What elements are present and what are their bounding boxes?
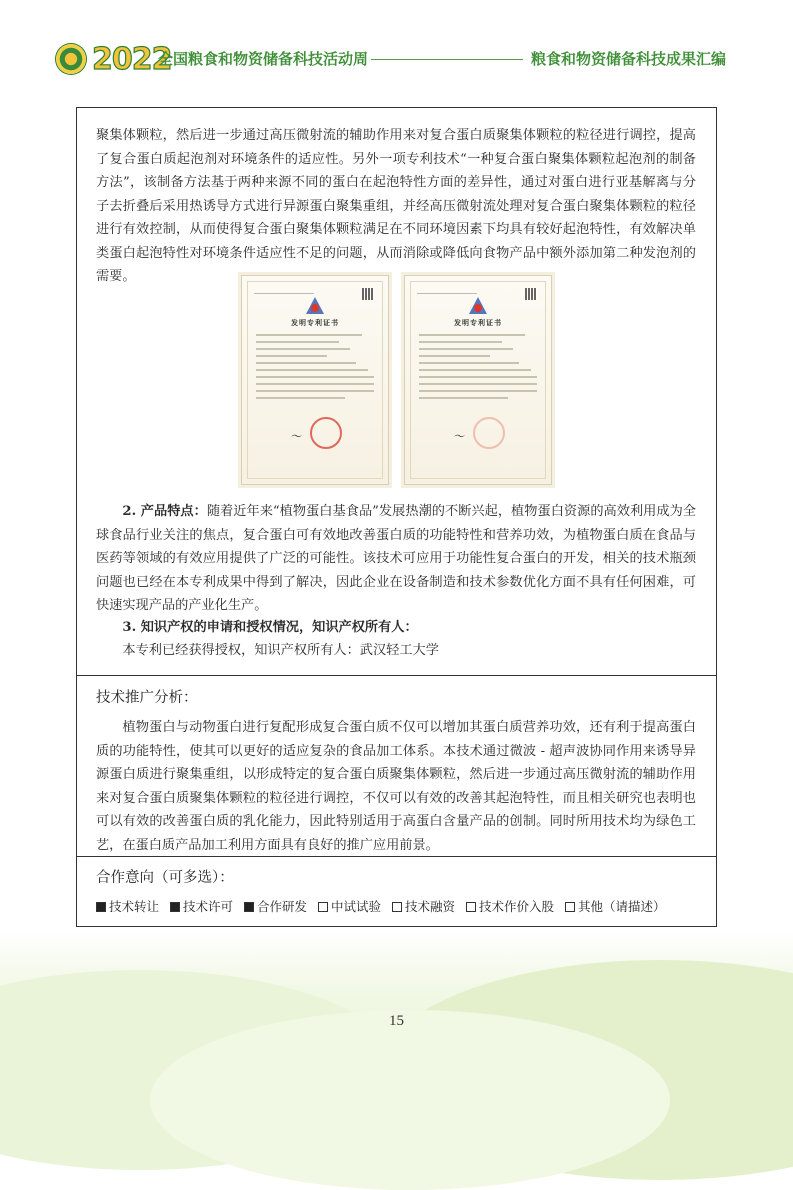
features-label: 2. 产品特点：	[122, 504, 207, 519]
header-event-title: 全国粮食和物资储备科技活动周	[158, 50, 369, 68]
header-divider	[371, 59, 523, 60]
patent-certificate-left	[241, 275, 389, 485]
header-book-title: 粮食和物资储备科技成果汇编	[531, 50, 727, 68]
signature-icon: 〜	[453, 430, 464, 443]
checkbox-checked[interactable]	[96, 902, 106, 912]
checkbox-unchecked[interactable]	[392, 902, 402, 912]
content-box	[76, 107, 717, 927]
cooperation-options	[96, 898, 666, 916]
certificate-text	[419, 334, 537, 404]
features-paragraph	[96, 500, 696, 618]
patent-certificate-right	[404, 275, 552, 485]
page-header	[0, 0, 793, 100]
footer-landscape	[0, 930, 793, 1077]
promotion-heading: 技术推广分析：	[96, 690, 198, 706]
official-seal-icon	[310, 417, 342, 449]
checkbox-checked[interactable]	[170, 902, 180, 912]
ip-heading: 3. 知识产权的申请和授权情况，知识产权所有人：	[122, 620, 418, 635]
official-seal-icon	[473, 417, 505, 449]
signature-icon: 〜	[290, 430, 301, 443]
patent-emblem-icon	[304, 296, 326, 316]
option-equity-investment[interactable]: 技术作价入股	[466, 899, 554, 914]
section-divider	[77, 856, 716, 857]
certificate-title: 发明专利证书	[454, 319, 502, 327]
certificate-text	[256, 334, 374, 404]
option-tech-license[interactable]: 技术许可	[170, 899, 233, 914]
event-logo-icon	[56, 44, 86, 74]
section-divider	[77, 675, 716, 676]
page-number: 15	[389, 1013, 404, 1029]
checkbox-unchecked[interactable]	[565, 902, 575, 912]
qr-code-icon	[525, 288, 537, 300]
option-tech-transfer[interactable]: 技术转让	[96, 899, 159, 914]
option-other[interactable]: 其他（请描述）	[565, 899, 666, 914]
patent-emblem-icon	[467, 296, 489, 316]
intro-paragraph: 聚集体颗粒，然后进一步通过高压微射流的辅助作用来对复合蛋白质聚集体颗粒的粒径进行调控，提高了复合蛋白质起泡剂对环境条件的适应性。另外一项专利技术“一种复合蛋白聚集体颗粒起泡剂的制备方法”，该制备方法基于两种来源不同的蛋白在起泡特性方面的差异性，通过对蛋白进行亚基解离与分子去折叠后采用热诱导方式进行异源蛋白聚集重组，并经高压微射流处理对复合蛋白聚集体颗粒的粒径进行有效控制，从而使得复合蛋白聚集体颗粒满足在不同环境因素下均具有较好起泡特性，有效解决单类蛋白起泡特性对环境条件适应性不足的问题，从而消除或降低向食物产品中额外添加第二种发泡剂的需要。	[96, 128, 696, 284]
header-year: 2022	[92, 42, 172, 77]
promotion-paragraph: 植物蛋白与动物蛋白进行复配形成复合蛋白质不仅可以增加其蛋白质营养功效，还有利于提高蛋白质的功能特性，使其可以更好的适应复杂的食品加工体系。本技术通过微波 - 超声波协同作用来诱导异源蛋白质进行聚集重组，以形成特定的复合蛋白质聚集体颗粒，然后进一步通过高压微射流的辅助作用来对复合蛋白质聚集体颗粒的粒径进行调控，不仅可以有效的改善其起泡特性，而且相关研究也表明也可以有效的改善蛋白质的乳化能力，因此特别适用于高蛋白含量产品的创制。同时所用技术均为绿色工艺，在蛋白质产品加工利用方面具有良好的推广应用前景。	[96, 720, 696, 853]
certificate-title: 发明专利证书	[291, 319, 339, 327]
checkbox-unchecked[interactable]	[318, 902, 328, 912]
features-text: 随着近年来“植物蛋白基食品”发展热潮的不断兴起，植物蛋白资源的高效利用成为全球食品行业关注的焦点，复合蛋白可有效地改善蛋白质的功能特性和营养功效，为植物蛋白质在食品与医药等领域的有效应用提供了广泛的可能性。该技术可应用于功能性复合蛋白的开发，相关的技术瓶颈问题也已经在本专利成果中得到了解决，因此企业在设备制造和技术参数优化方面不具有任何困难，可快速实现产品的产业化生产。	[96, 504, 697, 613]
checkbox-unchecked[interactable]	[466, 902, 476, 912]
option-pilot-test[interactable]: 中试试验	[318, 899, 381, 914]
option-tech-financing[interactable]: 技术融资	[392, 899, 455, 914]
checkbox-checked[interactable]	[244, 902, 254, 912]
ip-text: 本专利已经获得授权，知识产权所有人：武汉轻工大学	[122, 643, 439, 658]
qr-code-icon	[362, 288, 374, 300]
option-joint-rd[interactable]: 合作研发	[244, 899, 307, 914]
cooperation-heading: 合作意向（可多选）：	[96, 870, 234, 886]
